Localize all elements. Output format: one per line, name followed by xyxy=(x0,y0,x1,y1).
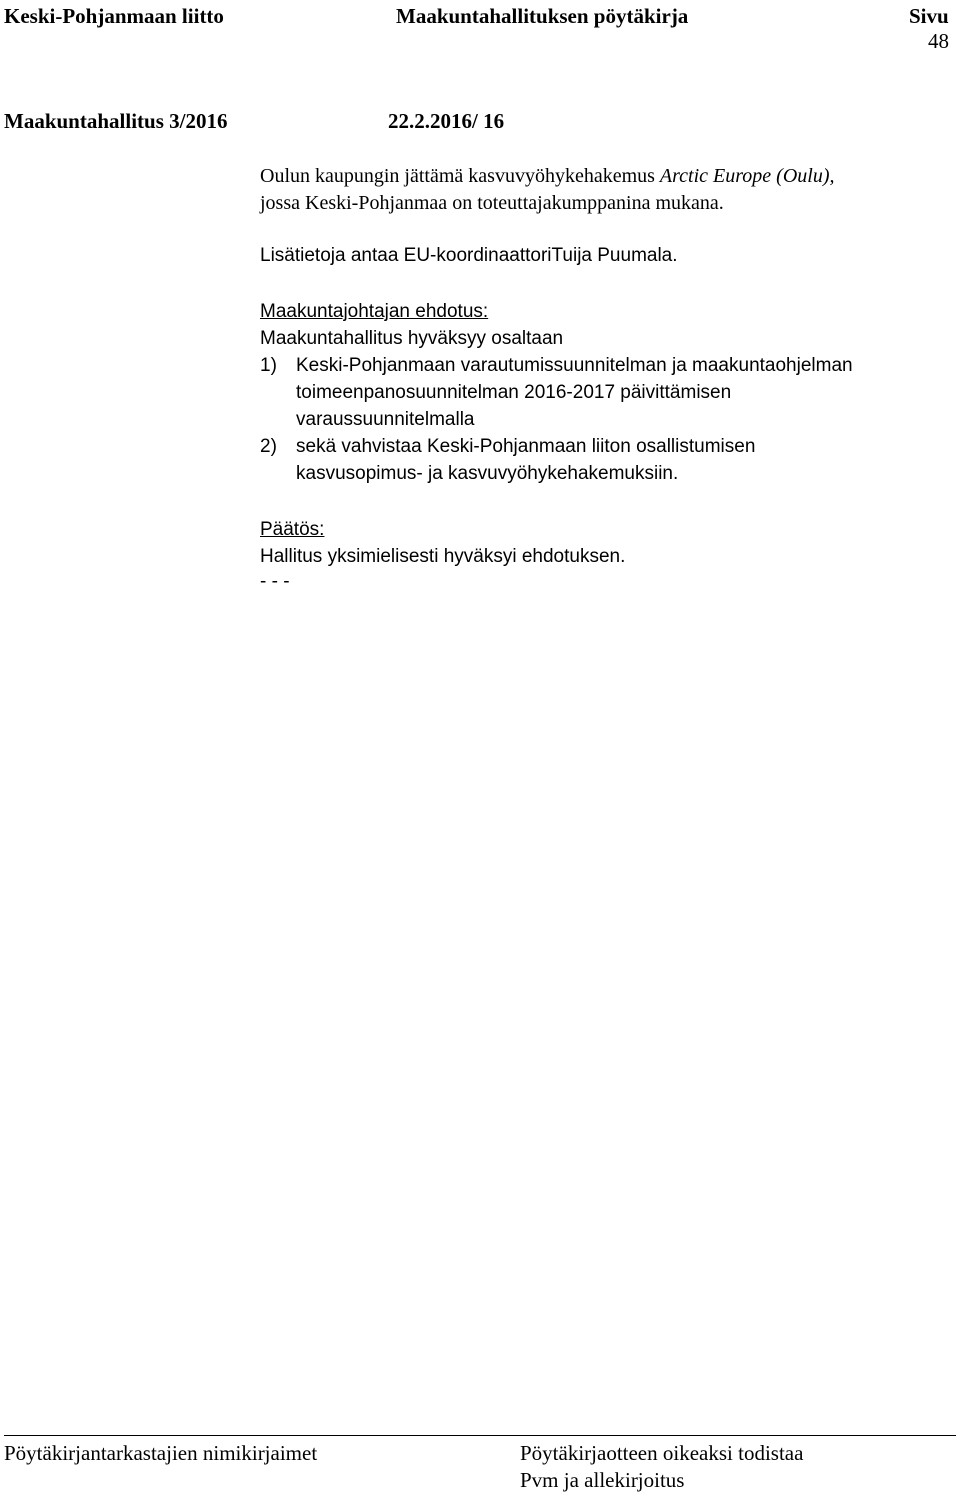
organization-name: Keski-Pohjanmaan liitto xyxy=(4,4,224,28)
meeting-body: Maakuntahallitus 3/2016 xyxy=(4,109,228,133)
footer-reviewers-initials: Pöytäkirjantarkastajien nimikirjaimet xyxy=(4,1441,318,1465)
decision-text: Hallitus yksimielisesti hyväksyi ehdotuksen. xyxy=(260,546,626,567)
end-mark: - - - xyxy=(260,571,290,592)
contact-info: Lisätietoja antaa EU-koordinaattoriTuija Puumala. xyxy=(260,245,678,266)
proposal-item-number: 2) xyxy=(260,436,277,457)
intro-line-1 xyxy=(260,165,835,188)
document-title: Maakuntahallituksen pöytäkirja xyxy=(396,4,689,28)
meeting-date-section: 22.2.2016/ 16 xyxy=(388,109,505,133)
page-label: Sivu xyxy=(909,4,949,28)
page-number: 48 xyxy=(928,29,949,53)
proposal-item-line: varaussuunnitelmalla xyxy=(296,409,475,430)
proposal-item-number: 1) xyxy=(260,355,277,376)
intro-text: Oulun kaupungin jättämä kasvuvyöhykehakemus xyxy=(260,165,660,187)
decision-heading: Päätös: xyxy=(260,519,325,540)
footer-rule xyxy=(4,1435,956,1436)
proposal-item-line: kasvusopimus- ja kasvuvyöhykehakemuksiin. xyxy=(296,463,679,484)
proposal-heading: Maakuntajohtajan ehdotus: xyxy=(260,301,489,322)
intro-italic-name: Arctic Europe (Oulu), xyxy=(659,165,835,187)
footer-certification: Pöytäkirjaotteen oikeaksi todistaa xyxy=(520,1441,804,1465)
proposal-item-line: sekä vahvistaa Keski-Pohjanmaan liiton osallistumisen xyxy=(296,436,756,457)
footer-date-signature: Pvm ja allekirjoitus xyxy=(520,1468,685,1492)
proposal-item-line: Keski-Pohjanmaan varautumissuunnitelman ja maakuntaohjelman xyxy=(296,355,853,376)
intro-line-2: jossa Keski-Pohjanmaa on toteuttajakumppanina mukana. xyxy=(260,192,724,214)
proposal-lead: Maakuntahallitus hyväksyy osaltaan xyxy=(260,328,564,349)
proposal-item-line: toimeenpanosuunnitelman 2016-2017 päivittämisen xyxy=(296,382,732,403)
